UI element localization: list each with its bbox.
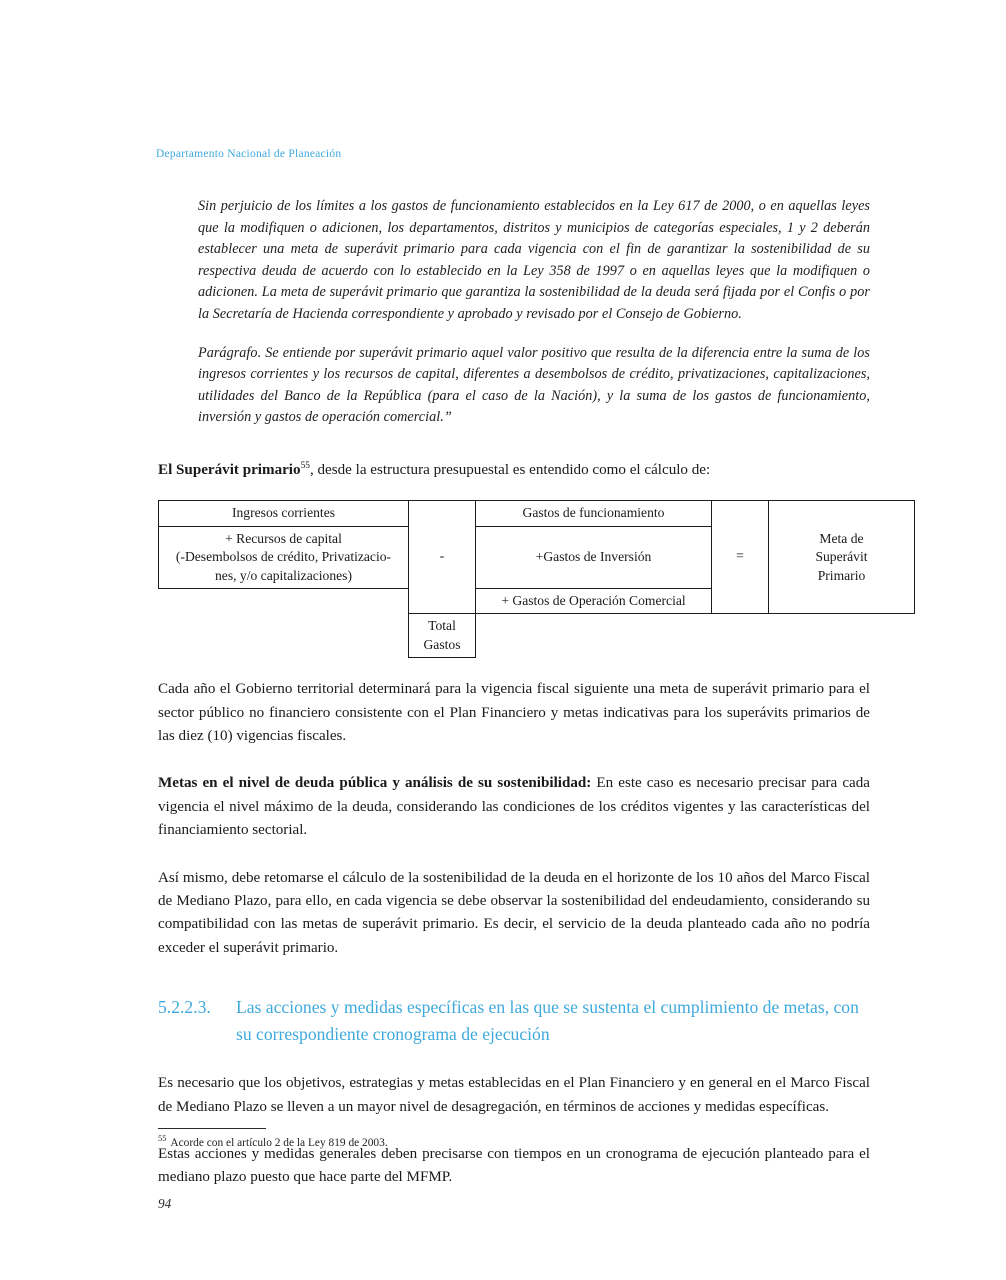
meta-line-3: Primario <box>817 567 866 583</box>
quote-paragraph-1: Sin perjuicio de los límites a los gastos de funcionamiento establecidos en la Ley 617 de 2000, o en aquellas leyes que la modifiquen o adicionen, los departamentos, distritos y municipios de categorías especiales, 1 y 2 deberán establecer una meta de superávit primario para cada vigencia con el fin de garantizar la sostenibilidad de su respectiva deuda de acuerdo con lo establecido en la Ley 358 de 1997 o en aquellas leyes que la modifiquen o adicionen. La meta de superávit primario que garantiza la sostenibilidad de la deuda será fijada por el Confis o por la Secretaría de Hacienda correspondiente y aprobado y revisado por el Consejo de Gobierno. <box>198 198 870 322</box>
recursos-line-2: (-Desembolsos de crédito, Privatizacio- <box>175 549 392 565</box>
cell-gastos-funcionamiento: Gastos de funcionamiento <box>476 501 712 526</box>
lead-in-bold: El Superávit primario <box>158 461 301 478</box>
footnote-separator-rule <box>158 1128 266 1129</box>
running-header: Departamento Nacional de Planeación <box>156 148 342 160</box>
footnote-marker: 55 <box>158 1134 167 1144</box>
footnote-entry <box>158 1136 870 1151</box>
paragraph-metas-deuda <box>158 772 870 842</box>
operator-minus: - <box>409 501 476 614</box>
meta-line-2: Superávit <box>815 549 868 565</box>
quoted-law-block <box>198 196 870 429</box>
operator-equals: = <box>712 501 769 614</box>
table-row <box>159 501 915 526</box>
section-heading-text: Las acciones y medidas específicas en las que se sustenta el cumplimiento de metas, con su correspondiente cronograma de ejecución <box>236 997 859 1045</box>
paragraph-es-necesario: Es necesario que los objetivos, estrategias y metas establecidas en el Plan Financiero y en general en el Marco Fiscal de Mediano Plazo se lleven a un mayor nivel de desagregación, en términos de acciones y medidas específicas. <box>158 1075 870 1115</box>
table-row <box>159 614 915 658</box>
footnote-reference-55[interactable]: 55 <box>300 460 310 471</box>
paragraph-cada-ano: Cada año el Gobierno territorial determinará para la vigencia fiscal siguiente una meta de superávit primario para el sector público no financiero consistente con el Plan Financiero y metas indicativas para los superávits primarios de las diez (10) vigencias fiscales. <box>158 681 870 744</box>
paragraph-metas-deuda-rest: En este caso es necesario precisar para cada vigencia el nivel máximo de la deuda, considerando las condiciones de los créditos vigentes y las características del financiamiento sectorial. <box>158 775 870 839</box>
section-heading-5-2-2-3 <box>158 994 870 1048</box>
paragraph-estas-acciones: Estas acciones y medidas generales deben precisarse con tiempos en un cronograma de ejecución planteado para el mediano plazo puesto que hace parte del MFMP. <box>158 1146 870 1186</box>
cell-meta-superavit-primario <box>769 501 915 614</box>
quote-paragraph-2: Parágrafo. Se entiende por superávit primario aquel valor positivo que resulta de la diferencia entre la suma de los ingresos corrientes y los recursos de capital, diferentes a desembolsos de crédito, privatizaciones, capitalizaciones, utilidades del Banco de la República (para el caso de la Nación), y la suma de los gastos de funcionamiento, inversión y gastos de operación comercial.” <box>198 344 870 426</box>
paragraph-metas-deuda-bold: Metas en el nivel de deuda pública y análisis de su sostenibilidad: <box>158 775 592 792</box>
cell-gastos-operacion-comercial: + Gastos de Operación Comercial <box>476 588 712 613</box>
cell-total-gastos: Total Gastos <box>409 614 476 658</box>
recursos-line-3: nes, y/o capitalizaciones) <box>214 567 352 583</box>
page-content <box>158 196 870 1190</box>
cell-recursos-capital <box>159 526 409 588</box>
section-heading-number: 5.2.2.3. <box>158 997 211 1018</box>
page-number: 94 <box>158 1196 172 1211</box>
paragraph-asi-mismo: Así mismo, debe retomarse el cálculo de la sostenibilidad de la deuda en el horizonte de los 10 años del Marco Fiscal de Mediano Plazo, para ello, en cada vigencia se debe observar la sostenibilidad del endeudamiento, considerando su compatibilidad con las metas de superávit primario. Es decir, el servicio de la deuda planteado cada año no podría exceder el superávit primario. <box>158 869 870 956</box>
recursos-line-1: + Recursos de capital <box>225 530 342 546</box>
footnote-body-text: Acorde con el artículo 2 de la Ley 819 de 2003. <box>170 1137 388 1149</box>
superavit-formula-table <box>158 500 915 658</box>
meta-line-1: Meta de <box>819 530 864 546</box>
cell-gastos-inversion: +Gastos de Inversión <box>476 526 712 588</box>
lead-in-rest: , desde la estructura presupuestal es entendido como el cálculo de: <box>309 461 711 478</box>
footnote-area <box>158 1128 870 1151</box>
lead-in-line <box>158 459 870 482</box>
cell-ingresos-corrientes: Ingresos corrientes <box>159 501 409 526</box>
